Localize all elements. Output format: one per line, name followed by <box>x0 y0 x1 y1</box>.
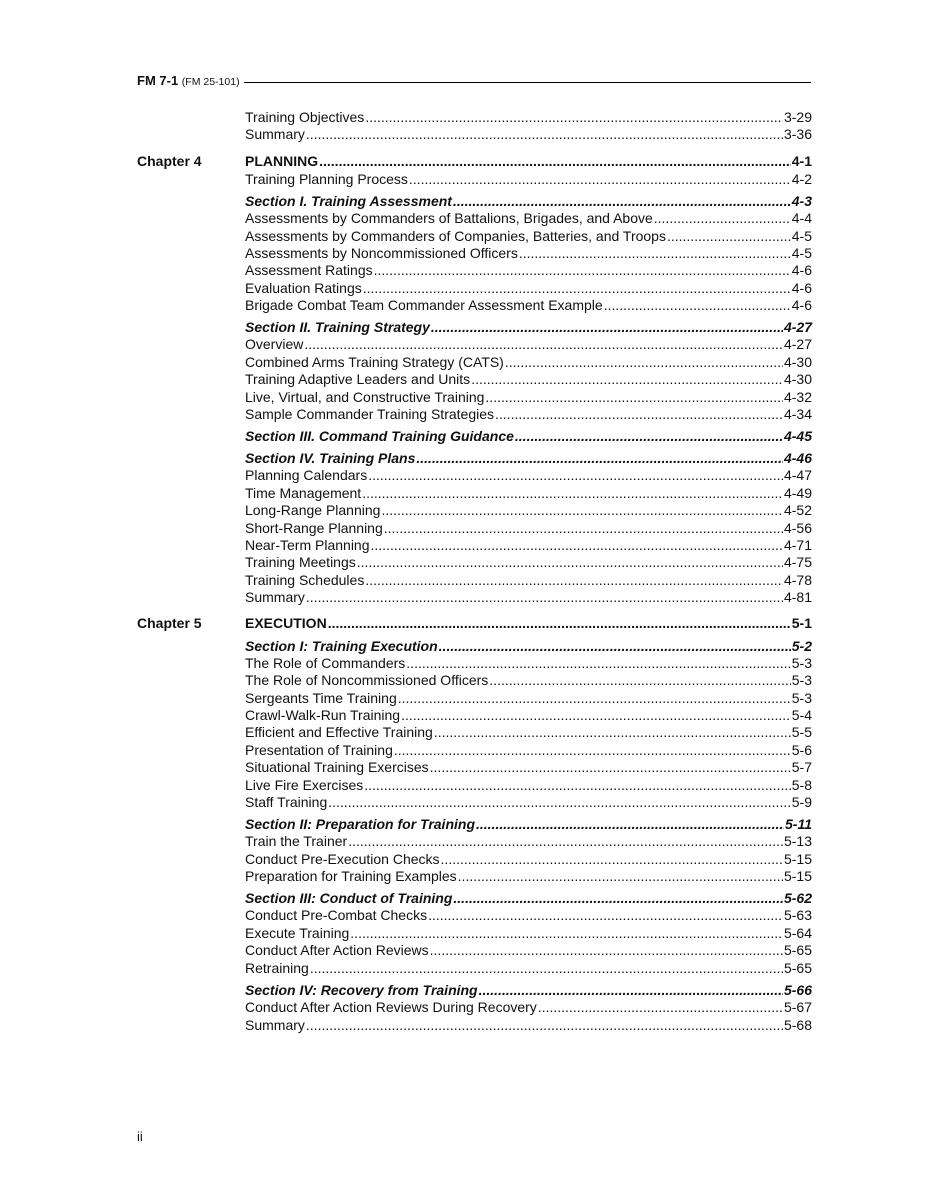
toc-entry-page: 5-5 <box>791 724 812 740</box>
dot-leader <box>479 982 783 999</box>
toc-entry[interactable] <box>245 833 812 850</box>
dot-leader <box>350 925 783 942</box>
toc-entry[interactable] <box>245 960 812 977</box>
toc-entry-title: Near-Term Planning <box>245 537 370 553</box>
dot-leader <box>458 868 783 885</box>
toc-entry[interactable] <box>245 615 812 632</box>
toc-entry[interactable] <box>245 262 812 279</box>
dot-leader <box>439 638 791 655</box>
toc-entry-page: 5-66 <box>783 982 812 998</box>
dot-leader <box>306 126 783 143</box>
dot-leader <box>363 280 791 297</box>
toc-entry-title: Assessments by Noncommissioned Officers <box>245 245 518 261</box>
toc-entry-page: 5-67 <box>783 999 812 1015</box>
toc-entry-title: Training Schedules <box>245 572 365 588</box>
toc-entry-page: 5-2 <box>791 638 812 654</box>
toc-entry-title: Section III: Conduct of Training <box>245 890 453 906</box>
toc-entry[interactable] <box>245 890 812 907</box>
toc-entry[interactable] <box>245 371 812 388</box>
dot-leader <box>495 406 783 423</box>
dot-leader <box>364 777 791 794</box>
toc-entry-page: 4-30 <box>783 354 812 370</box>
toc-entry-page: 4-46 <box>783 450 812 466</box>
toc-entry-page: 3-36 <box>783 126 812 142</box>
toc-entry-page: 4-34 <box>783 406 812 422</box>
toc-entry-page: 5-68 <box>783 1017 812 1033</box>
toc-entry[interactable] <box>245 851 812 868</box>
toc-entry-title: Short-Range Planning <box>245 520 383 536</box>
toc-entry-page: 4-56 <box>783 520 812 536</box>
toc-entry-page: 5-8 <box>791 777 812 793</box>
toc-entry-page: 4-52 <box>783 502 812 518</box>
toc-entry[interactable] <box>245 690 812 707</box>
chapter-label: Chapter 5 <box>137 615 202 631</box>
dot-leader <box>604 297 791 314</box>
toc-entry-title: Sample Commander Training Strategies <box>245 406 495 422</box>
dot-leader <box>306 589 783 606</box>
toc-entry[interactable] <box>245 406 812 423</box>
toc-entry[interactable] <box>245 707 812 724</box>
toc-entry-page: 4-4 <box>791 210 812 226</box>
toc-entry-title: Sergeants Time Training <box>245 690 397 706</box>
toc-entry[interactable] <box>245 502 812 519</box>
dot-leader <box>471 371 783 388</box>
dot-leader <box>515 428 783 445</box>
toc-entry-title: Planning Calendars <box>245 467 368 483</box>
toc-entry-page: 5-7 <box>791 759 812 775</box>
toc-entry-page: 5-3 <box>791 690 812 706</box>
dot-leader <box>416 450 783 467</box>
toc-entry[interactable] <box>245 485 812 502</box>
toc-entry-title: Preparation for Training Examples <box>245 868 457 884</box>
toc-entry-page: 5-62 <box>783 890 812 906</box>
toc-entry[interactable] <box>245 193 812 210</box>
document-sub-number: (FM 25-101) <box>181 76 240 88</box>
toc-entry-page: 5-9 <box>791 794 812 810</box>
dot-leader <box>538 999 783 1016</box>
dot-leader <box>365 109 783 126</box>
toc-entry-title: The Role of Commanders <box>245 655 406 671</box>
dot-leader <box>306 1017 783 1034</box>
toc-entry-page: 4-6 <box>791 262 812 278</box>
toc-entry-page: 3-29 <box>783 109 812 125</box>
dot-leader <box>430 942 783 959</box>
toc-entry[interactable] <box>245 389 812 406</box>
toc-entry-page: 5-13 <box>783 833 812 849</box>
dot-leader <box>371 537 783 554</box>
toc-entry[interactable] <box>245 297 812 314</box>
toc-entry-page: 4-1 <box>791 153 812 169</box>
dot-leader <box>406 655 790 672</box>
dot-leader <box>489 672 790 689</box>
toc-entry[interactable] <box>245 153 812 170</box>
toc-entry[interactable] <box>245 794 812 811</box>
toc-entry-page: 5-65 <box>783 960 812 976</box>
toc-entry-title: Conduct Pre-Combat Checks <box>245 907 428 923</box>
toc-entry[interactable] <box>245 572 812 589</box>
toc-entry-title: Retraining <box>245 960 309 976</box>
toc-entry-page: 4-47 <box>783 467 812 483</box>
toc-entry[interactable] <box>245 228 812 245</box>
toc-entry-title: Assessments by Commanders of Battalions, Brigades, and Above <box>245 210 653 226</box>
dot-leader <box>453 890 783 907</box>
toc-entry-page: 5-11 <box>785 816 812 832</box>
toc-entry[interactable] <box>245 724 812 741</box>
toc-entry-page: 4-5 <box>791 228 812 244</box>
toc-entry-title: Overview <box>245 336 304 352</box>
toc-entry-title: Presentation of Training <box>245 742 393 758</box>
toc-entry-title: Summary <box>245 1017 305 1033</box>
toc-entry[interactable] <box>245 467 812 484</box>
toc-entry-title: Brigade Combat Team Commander Assessment Example <box>245 297 603 313</box>
dot-leader <box>398 690 791 707</box>
toc-entry-title: Combined Arms Training Strategy (CATS) <box>245 354 504 370</box>
toc-entry-title: Live Fire Exercises <box>245 777 364 793</box>
toc-entry-page: 4-6 <box>791 297 812 313</box>
toc-entry-title: Training Meetings <box>245 554 356 570</box>
dot-leader <box>365 572 783 589</box>
toc-entry[interactable] <box>245 816 812 833</box>
dot-leader <box>368 467 783 484</box>
toc-entry[interactable] <box>245 171 812 188</box>
toc-entry-page: 4-75 <box>783 554 812 570</box>
toc-entry[interactable] <box>245 210 812 227</box>
toc-entry-page: 5-63 <box>783 907 812 923</box>
toc-entry[interactable] <box>245 999 812 1016</box>
toc-entry-title: EXECUTION <box>245 615 327 631</box>
toc-entry-title: Live, Virtual, and Constructive Training <box>245 389 485 405</box>
dot-leader <box>453 193 791 210</box>
toc-entry-page: 4-6 <box>791 280 812 296</box>
dot-leader <box>401 707 791 724</box>
toc-entry[interactable] <box>245 126 812 143</box>
toc-entry-title: The Role of Noncommissioned Officers <box>245 672 489 688</box>
toc-entry-title: Crawl-Walk-Run Training <box>245 707 401 723</box>
toc-entry-page: 4-3 <box>791 193 812 209</box>
toc-entry[interactable] <box>245 537 812 554</box>
toc-entry-page: 5-3 <box>791 672 812 688</box>
dot-leader <box>357 554 783 571</box>
toc-entry-page: 4-71 <box>783 537 812 553</box>
document-number: FM 7-1 (FM 25-101) <box>137 73 244 88</box>
toc-entry-page: 5-15 <box>783 868 812 884</box>
toc-entry-title: Efficient and Effective Training <box>245 724 433 740</box>
toc-entry-page: 5-1 <box>791 615 812 631</box>
toc-entry-page: 4-5 <box>791 245 812 261</box>
dot-leader <box>434 724 791 741</box>
toc-entry-title: Situational Training Exercises <box>245 759 429 775</box>
toc-entry[interactable] <box>245 450 812 467</box>
dot-leader <box>428 907 783 924</box>
toc-entry[interactable] <box>245 280 812 297</box>
toc-entry-title: Summary <box>245 126 305 142</box>
toc-entry-title: Evaluation Ratings <box>245 280 362 296</box>
dot-leader <box>654 210 791 227</box>
toc-entry[interactable] <box>245 655 812 672</box>
toc-entry[interactable] <box>245 925 812 942</box>
toc-entry-page: 4-45 <box>783 428 812 444</box>
toc-entry[interactable] <box>245 742 812 759</box>
toc-entry-title: Section IV: Recovery from Training <box>245 982 478 998</box>
dot-leader <box>328 615 791 632</box>
toc-entry[interactable] <box>245 759 812 776</box>
toc-entry-title: Training Objectives <box>245 109 365 125</box>
toc-entry-title: Section II. Training Strategy <box>245 319 430 335</box>
toc-entry-title: Time Management <box>245 485 362 501</box>
dot-leader <box>374 262 791 279</box>
toc-entry-page: 4-81 <box>783 589 812 605</box>
toc-entry-page: 4-27 <box>783 336 812 352</box>
toc-entry-title: Section II: Preparation for Training <box>245 816 475 832</box>
toc-entry-page: 4-30 <box>783 371 812 387</box>
toc-entry[interactable] <box>245 982 812 999</box>
toc-entry-page: 5-4 <box>791 707 812 723</box>
toc-entry-title: Training Planning Process <box>245 171 408 187</box>
toc-entry[interactable] <box>245 336 812 353</box>
toc-entry-title: Conduct Pre-Execution Checks <box>245 851 440 867</box>
toc-entry-title: Train the Trainer <box>245 833 348 849</box>
toc-entry[interactable] <box>245 868 812 885</box>
toc-entry[interactable] <box>245 1017 812 1034</box>
toc-entry-page: 4-2 <box>791 171 812 187</box>
toc-entry-title: Assessment Ratings <box>245 262 373 278</box>
chapter-label: Chapter 4 <box>137 153 202 169</box>
dot-leader <box>505 354 783 371</box>
running-header <box>137 73 811 91</box>
toc-entry-page: 5-3 <box>791 655 812 671</box>
page-number: ii <box>137 1129 143 1144</box>
dot-leader <box>519 245 791 262</box>
toc-entry-title: Staff Training <box>245 794 328 810</box>
toc-entry-title: PLANNING <box>245 153 319 169</box>
toc-entry[interactable] <box>245 319 812 336</box>
toc-entry-title: Training Adaptive Leaders and Units <box>245 371 471 387</box>
toc-entry[interactable] <box>245 777 812 794</box>
dot-leader <box>310 960 783 977</box>
toc-entry-title: Conduct After Action Reviews <box>245 942 429 958</box>
toc-entry[interactable] <box>245 245 812 262</box>
toc-entry-page: 4-32 <box>783 389 812 405</box>
dot-leader <box>409 171 791 188</box>
toc-entry-title: Execute Training <box>245 925 350 941</box>
toc-entry-page: 5-64 <box>783 925 812 941</box>
toc-entry-page: 4-27 <box>783 319 812 335</box>
dot-leader <box>431 319 783 336</box>
dot-leader <box>348 833 783 850</box>
toc-entry[interactable] <box>245 672 812 689</box>
toc-entry-page: 4-49 <box>783 485 812 501</box>
toc-entry-page: 5-65 <box>783 942 812 958</box>
toc-entry-title: Section IV. Training Plans <box>245 450 416 466</box>
dot-leader <box>304 336 783 353</box>
toc-entry-title: Section III. Command Training Guidance <box>245 428 514 444</box>
dot-leader <box>430 759 791 776</box>
toc-entry[interactable] <box>245 589 812 606</box>
dot-leader <box>485 389 783 406</box>
toc-entry-title: Long-Range Planning <box>245 502 381 518</box>
toc-entry[interactable] <box>245 554 812 571</box>
dot-leader <box>476 816 784 833</box>
toc-entry[interactable] <box>245 354 812 371</box>
dot-leader <box>362 485 783 502</box>
toc-entry-title: Assessments by Commanders of Companies, Batteries, and Troops <box>245 228 666 244</box>
toc-entry[interactable] <box>245 109 812 126</box>
toc-entry-page: 4-78 <box>783 572 812 588</box>
toc-entry-title: Section I. Training Assessment <box>245 193 452 209</box>
toc-entry-title: Section I: Training Execution <box>245 638 438 654</box>
dot-leader <box>667 228 791 245</box>
toc-entry-page: 5-15 <box>783 851 812 867</box>
toc-entry-title: Conduct After Action Reviews During Recovery <box>245 999 537 1015</box>
dot-leader <box>381 502 783 519</box>
dot-leader <box>319 153 791 170</box>
toc-entry-page: 5-6 <box>791 742 812 758</box>
dot-leader <box>394 742 791 759</box>
toc-entry-title: Summary <box>245 589 305 605</box>
toc-entry[interactable] <box>245 942 812 959</box>
dot-leader <box>384 520 783 537</box>
toc-entry[interactable] <box>245 638 812 655</box>
dot-leader <box>328 794 791 811</box>
toc-entry[interactable] <box>245 520 812 537</box>
dot-leader <box>441 851 783 868</box>
toc-entry[interactable] <box>245 428 812 445</box>
toc-entry[interactable] <box>245 907 812 924</box>
